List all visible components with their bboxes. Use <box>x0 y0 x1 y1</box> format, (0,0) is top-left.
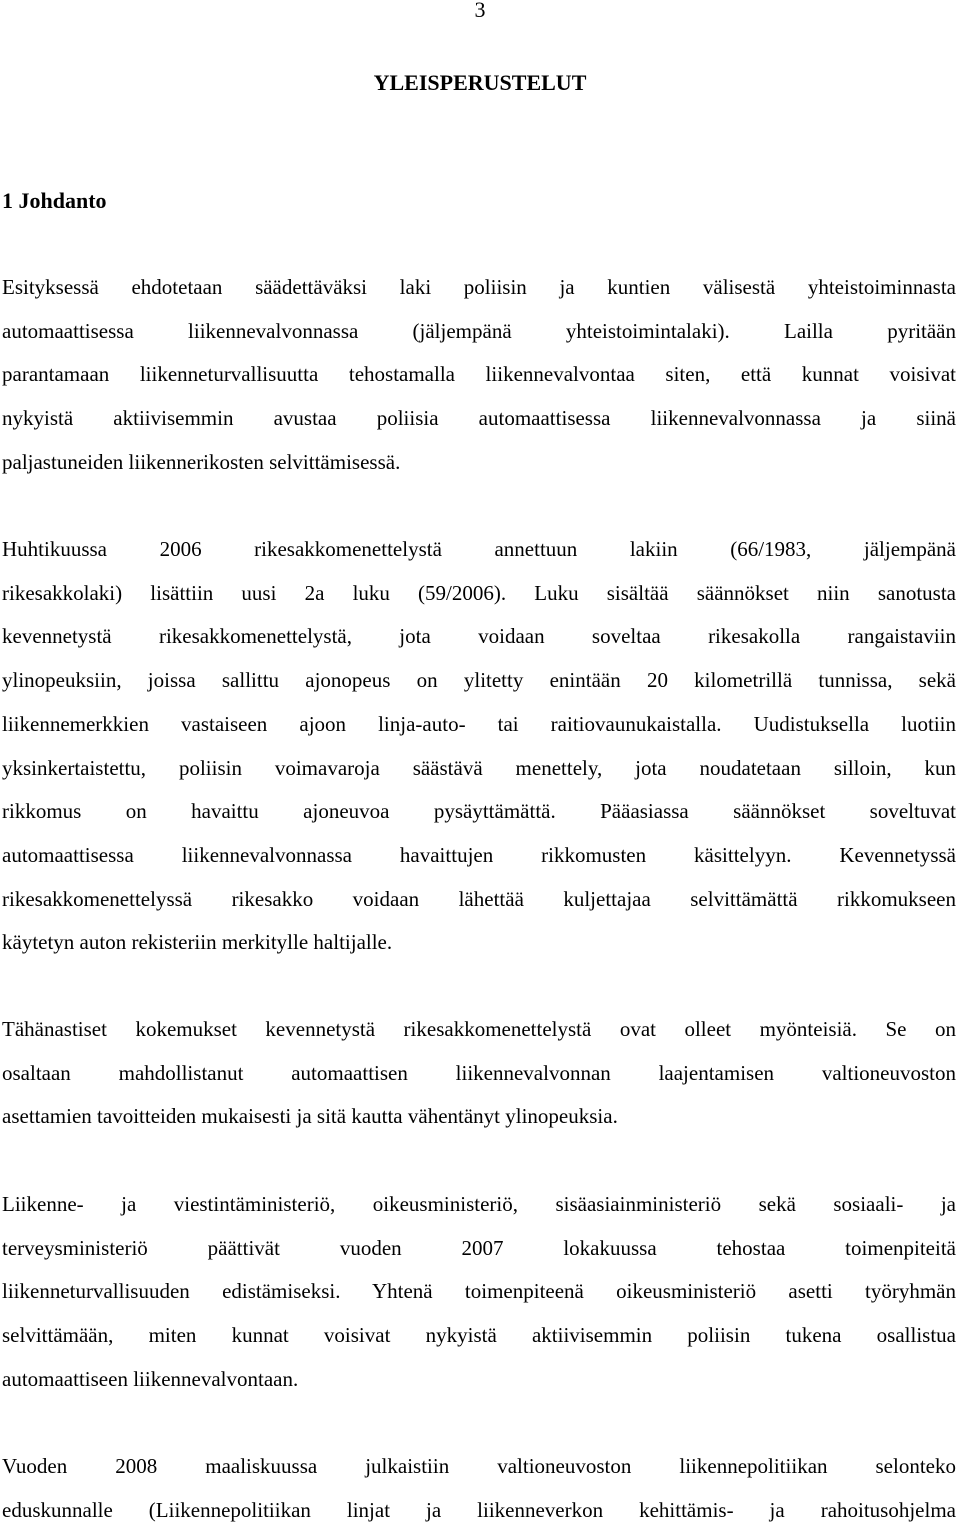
text-line: automaattisessa liikennevalvonnassa havaittujen rikkomusten käsittelyyn. Kevennetyssä <box>2 842 956 867</box>
text-line: liikenneturvallisuuden edistämiseksi. Yhtenä toimenpiteenä oikeusministeriö asetti työryhmän <box>2 1279 956 1304</box>
text-line: automaattisessa liikennevalvonnassa (jäljempänä yhteistoimintalaki). Lailla pyritään <box>2 318 956 343</box>
text-line: ylinopeuksiin, joissa sallittu ajonopeus on ylitetty enintään 20 kilometrillä tunnissa, sekä <box>2 668 956 693</box>
text-line: nykyistä aktiivisemmin avustaa poliisia automaattisessa liikennevalvonnassa ja siinä <box>2 406 956 431</box>
paragraph-selonteko <box>2 1445 956 1532</box>
text-line: käytetyn auton rekisteriin merkitylle haltijalle. <box>2 930 393 955</box>
text-line: asettamien tavoitteiden mukaisesti ja sitä kautta vähentänyt ylinopeuksia. <box>2 1104 618 1129</box>
text-line: Huhtikuussa 2006 rikesakkomenettelystä annettuun lakiin (66/1983, jäljempänä <box>2 537 956 561</box>
text-line: automaattiseen liikennevalvontaan. <box>2 1366 299 1391</box>
text-line: Esityksessä ehdotetaan säädettäväksi laki poliisin ja kuntien välisestä yhteistoiminnasta <box>2 275 956 299</box>
text-line: Vuoden 2008 maaliskuussa julkaistiin valtioneuvoston liikennepolitiikan selonteko <box>2 1454 956 1478</box>
text-line: rikesakkolaki) lisättiin uusi 2a luku (59/2006). Luku sisältää säännökset niin sanotusta <box>2 580 956 605</box>
paragraph-experiences <box>2 1008 956 1139</box>
text-line: liikennemerkkien vastaiseen ajoon linja-auto- tai raitiovaunukaistalla. Uudistuksella luotiin <box>2 711 956 736</box>
text-line: Liikenne- ja viestintäministeriö, oikeusministeriö, sisäasiainministeriö sekä sosiaali- ja <box>2 1192 956 1216</box>
text-line: rikesakkomenettelyssä rikesakko voidaan lähettää kuljettajaa selvittämättä rikkomukseen <box>2 886 956 911</box>
text-line: osaltaan mahdollistanut automaattisen liikennevalvonnan laajentamisen valtioneuvoston <box>2 1060 956 1085</box>
text-line: yksinkertaistettu, poliisin voimavaroja säästävä menettely, jota noudatetaan silloin, kun <box>2 755 956 780</box>
text-line: Tähänastiset kokemukset kevennetystä rikesakkomenettelystä ovat olleet myönteisiä. Se on <box>2 1017 956 1041</box>
paragraph-introduction <box>2 266 956 485</box>
text-line: terveysministeriö päättivät vuoden 2007 lokakuussa tehostaa toimenpiteitä <box>2 1235 956 1260</box>
text-line: parantamaan liikenneturvallisuutta tehostamalla liikennevalvontaa siten, että kunnat voisivat <box>2 362 956 387</box>
text-line: paljastuneiden liikennerikosten selvittämisessä. <box>2 449 401 474</box>
paragraph-ministries <box>2 1183 956 1402</box>
page-number: 3 <box>474 0 486 22</box>
section-heading: 1 Johdanto <box>2 188 107 213</box>
text-line: kevennetystä rikesakkomenettelystä, jota voidaan soveltaa rikesakolla rangaistaviin <box>2 624 956 649</box>
text-line: selvittämään, miten kunnat voisivat nykyistä aktiivisemmin poliisin tukena osallistua <box>2 1323 956 1348</box>
text-line: eduskunnalle (Liikennepolitiikan linjat ja liikenneverkon kehittämis- ja rahoitusohjelma <box>2 1497 956 1522</box>
text-line: rikkomus on havaittu ajoneuvoa pysäyttämättä. Pääasiassa säännökset soveltuvat <box>2 799 956 824</box>
document-title: YLEISPERUSTELUT <box>373 70 587 95</box>
paragraph-rikesakkolaki <box>2 528 956 965</box>
